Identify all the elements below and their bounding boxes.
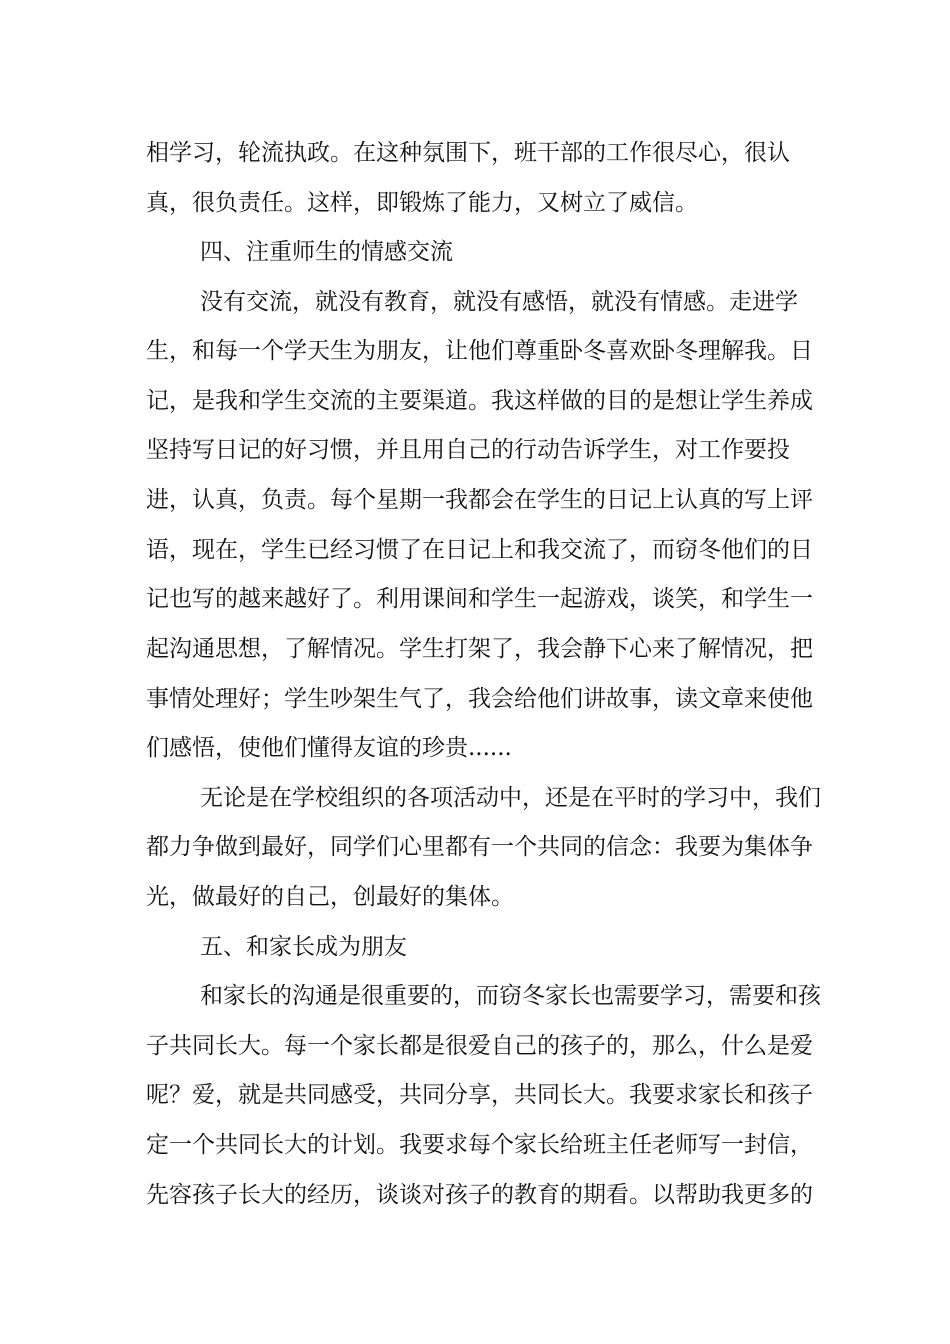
text-line: 坚持写日记的好习惯，并且用自己的行动告诉学生，对工作要投 bbox=[146, 437, 790, 463]
text-line: 无论是在学校组织的各项活动中，还是在平时的学习中，我们 bbox=[200, 785, 821, 811]
text-line: 相学习，轮流执政。在这种氛围下，班干部的工作很尽心，很认 bbox=[146, 140, 790, 166]
text-line: 生，和每一个学天生为朋友，让他们尊重卧冬喜欢卧冬理解我。日 bbox=[146, 338, 813, 364]
text-line: 光，做最好的自己，创最好的集体。 bbox=[146, 884, 514, 910]
text-line: 呢？爱，就是共同感受，共同分享，共同长大。我要求家长和孩子 bbox=[146, 1082, 813, 1108]
text-line: 语，现在，学生已经习惯了在日记上和我交流了，而窃冬他们的日 bbox=[146, 537, 813, 563]
section-heading: 四、注重师生的情感交流 bbox=[200, 239, 453, 265]
text-line: 真，很负责任。这样，即锻炼了能力，又树立了威信。 bbox=[146, 190, 698, 216]
text-line: 记，是我和学生交流的主要渠道。我这样做的目的是想让学生养成 bbox=[146, 388, 813, 414]
text-line: 和家长的沟通是很重要的，而窃冬家长也需要学习，需要和孩 bbox=[200, 983, 821, 1009]
text-line: 记也写的越来越好了。利用课间和学生一起游戏，谈笑，和学生一 bbox=[146, 586, 813, 612]
text-line: 都力争做到最好，同学们心里都有一个共同的信念：我要为集体争 bbox=[146, 834, 813, 860]
text-line: 子共同长大。每一个家长都是很爱自己的孩子的，那么，什么是爱 bbox=[146, 1033, 813, 1059]
text-line: 起沟通思想，了解情况。学生打架了，我会静下心来了解情况，把 bbox=[146, 636, 813, 662]
text-line: 事情处理好；学生吵架生气了，我会给他们讲故事，读文章来使他 bbox=[146, 686, 813, 712]
text-line: 没有交流，就没有教育，就没有感悟，就没有情感。走进学 bbox=[200, 289, 798, 315]
text-line: 定一个共同长大的计划。我要求每个家长给班主任老师写一封信， bbox=[146, 1132, 813, 1158]
text-line: 进，认真，负责。每个星期一我都会在学生的日记上认真的写上评 bbox=[146, 487, 813, 513]
section-heading: 五、和家长成为朋友 bbox=[200, 934, 407, 960]
text-line: 们感悟，使他们懂得友谊的珍贵...... bbox=[146, 735, 512, 761]
text-line: 先容孩子长大的经历，谈谈对孩子的教育的期看。以帮助我更多的 bbox=[146, 1182, 813, 1208]
